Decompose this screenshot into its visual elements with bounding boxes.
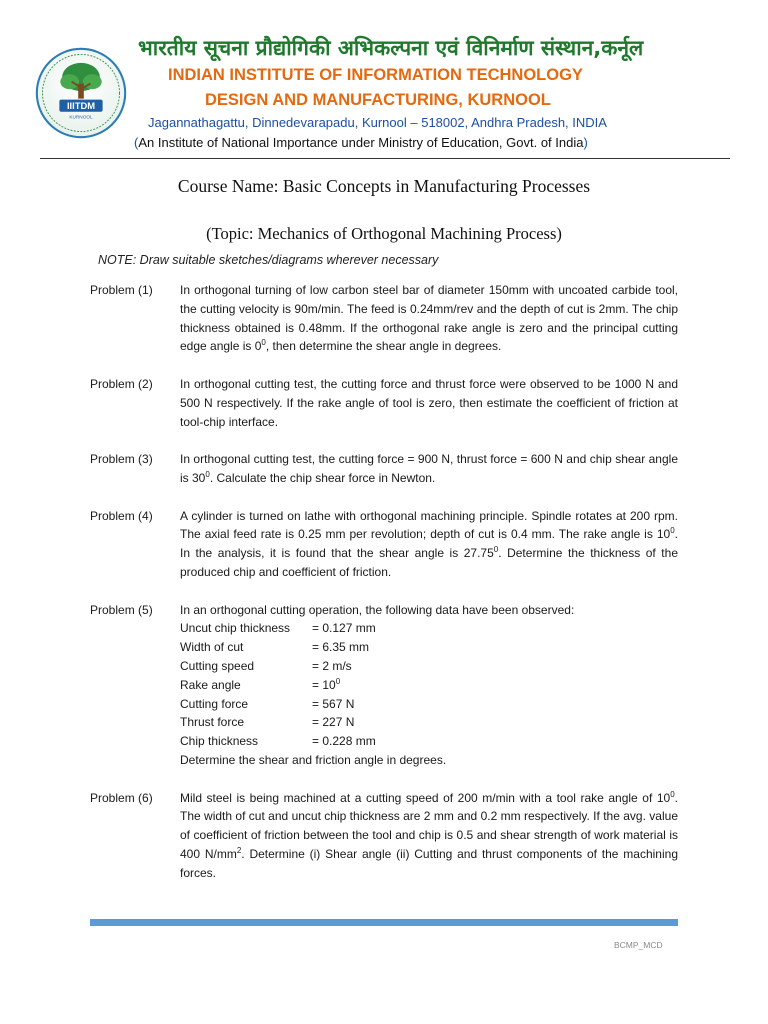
data-label: Width of cut (180, 640, 244, 655)
problem-label: Problem (2) (90, 376, 153, 391)
data-value: = 0.127 mm (312, 621, 376, 636)
data-value: = 6.35 mm (312, 640, 370, 655)
problem-label: Problem (3) (90, 452, 153, 467)
problem-4 (90, 507, 678, 582)
data-value: = 0.228 mm (312, 734, 376, 749)
data-row (180, 638, 678, 657)
problem-list (90, 281, 678, 901)
text-part: In orthogonal turning of low carbon steel bar of diameter 150mm with uncoated carbide tool, the cutting velocity is 90m/min. The feed is 0.24mm/rev and the depth of cut is 2mm. The chip thickness obtained is 0.48mm. If the orthogonal rake angle is zero and the principal cutting edge angle is 0 (180, 283, 678, 354)
data-value (312, 676, 340, 695)
data-row (180, 695, 678, 714)
subtitle-close-paren: ) (583, 135, 588, 150)
problem-text (180, 450, 678, 488)
data-value: = 567 N (312, 696, 355, 711)
problem-text (180, 789, 678, 883)
logo-subtext: KURNOOL (69, 114, 93, 120)
logo-text: IIITDM (66, 99, 96, 111)
problem-text (180, 281, 678, 356)
text-part: . Determine (i) Shear angle (ii) Cutting and thrust components of the machining forces. (180, 846, 678, 880)
course-title: Course Name: Basic Concepts in Manufacturing Processes (177, 176, 591, 196)
institute-name-line1: INDIAN INSTITUTE OF INFORMATION TECHNOLOGY (168, 66, 583, 84)
institute-name-line2: DESIGN AND MANUFACTURING, KURNOOL (205, 91, 551, 109)
text-part: . Determine the thickness of the produced chip and coefficient of friction. (180, 546, 678, 579)
text-part: , then determine the shear angle in degrees. (265, 339, 502, 354)
institute-hindi-name: भारतीय सूचना प्रौद्योगिकी अभिकल्पना एवं विनिर्माण संस्थान,कर्नूल (138, 36, 644, 60)
subtitle-text: An Institute of National Importance under Ministry of Education, Govt. of India (138, 135, 584, 150)
superscript: 0 (335, 676, 341, 686)
text-part: . Calculate the chip shear force in Newton. (209, 470, 436, 485)
problem-2 (90, 375, 678, 431)
data-row (180, 713, 678, 732)
problem-6 (90, 789, 678, 883)
footer-bar (90, 919, 678, 926)
note-text: NOTE: Draw suitable sketches/diagrams wherever necessary (98, 253, 439, 267)
data-value: = 227 N (312, 715, 355, 730)
data-label: Chip thickness (180, 734, 259, 749)
value-text: = 10 (312, 677, 336, 692)
superscript: 0 (261, 338, 266, 348)
data-label: Cutting force (180, 696, 249, 711)
data-label: Thrust force (180, 715, 245, 730)
institute-address: Jagannathagattu, Dinnedevarapadu, Kurnool – 518002, Andhra Pradesh, INDIA (148, 115, 607, 130)
text-part: Mild steel is being machined at a cutting speed of 200 m/min with a tool rake angle of 10 (180, 790, 671, 805)
topic-title: (Topic: Mechanics of Orthogonal Machining Process) (206, 224, 562, 243)
problem-1 (90, 281, 678, 356)
data-label: Rake angle (180, 677, 241, 692)
superscript: 0 (670, 789, 675, 799)
text-part: . In the analysis, it is found that the shear angle is 27.75 (180, 527, 678, 561)
problem-5 (90, 601, 678, 770)
text-part: In orthogonal cutting test, the cutting force = 900 N, thrust force = 600 N and chip shear angle is 30 (180, 452, 678, 485)
problem-label: Problem (1) (90, 283, 153, 297)
problem-text (180, 375, 678, 431)
text-part: . The width of cut and uncut chip thickness are 2 mm and 0.2 mm respectively. If the avg. value of coefficient of friction between the tool and chip is 0.5 and shear strength of work material is 400 N/mm (180, 790, 678, 861)
text-part: In orthogonal cutting test, the cutting force and thrust force were observed to be 1000 N and 500 N respectively. If the rake angle of tool is zero, then estimate the coefficient of friction at tool-chip interface. (180, 376, 678, 429)
data-value: = 2 m/s (312, 658, 352, 673)
superscript: 0 (205, 469, 210, 479)
problem-outro: Determine the shear and friction angle in degrees. (180, 752, 447, 767)
problem-label: Problem (4) (90, 508, 153, 523)
superscript: 0 (493, 545, 499, 555)
data-row (180, 732, 678, 751)
header-divider (40, 158, 730, 159)
problem-text (180, 507, 678, 582)
problem-3 (90, 450, 678, 488)
institute-subtitle (134, 135, 588, 150)
text-part: A cylinder is turned on lathe with orthogonal machining principle. Spindle rotates at 200 rpm. The axial feed rate is 0.25 mm per revolution; depth of cut is 0.4 mm. The rake angle is 10 (180, 508, 678, 542)
data-label: Uncut chip thickness (180, 621, 291, 636)
problem-text (180, 601, 678, 770)
subtitle-open-paren: ( (134, 135, 139, 150)
footer-code: BCMP_MCD (614, 940, 663, 950)
problem-intro: In an orthogonal cutting operation, the following data have been observed: (180, 602, 575, 617)
superscript: 0 (670, 526, 675, 536)
data-label: Cutting speed (180, 658, 255, 673)
data-row (180, 619, 678, 638)
data-row (180, 657, 678, 676)
data-row (180, 676, 678, 695)
institute-logo (34, 46, 128, 140)
problem-label: Problem (5) (90, 602, 153, 617)
superscript: 2 (236, 845, 242, 855)
problem-label: Problem (6) (90, 790, 153, 805)
